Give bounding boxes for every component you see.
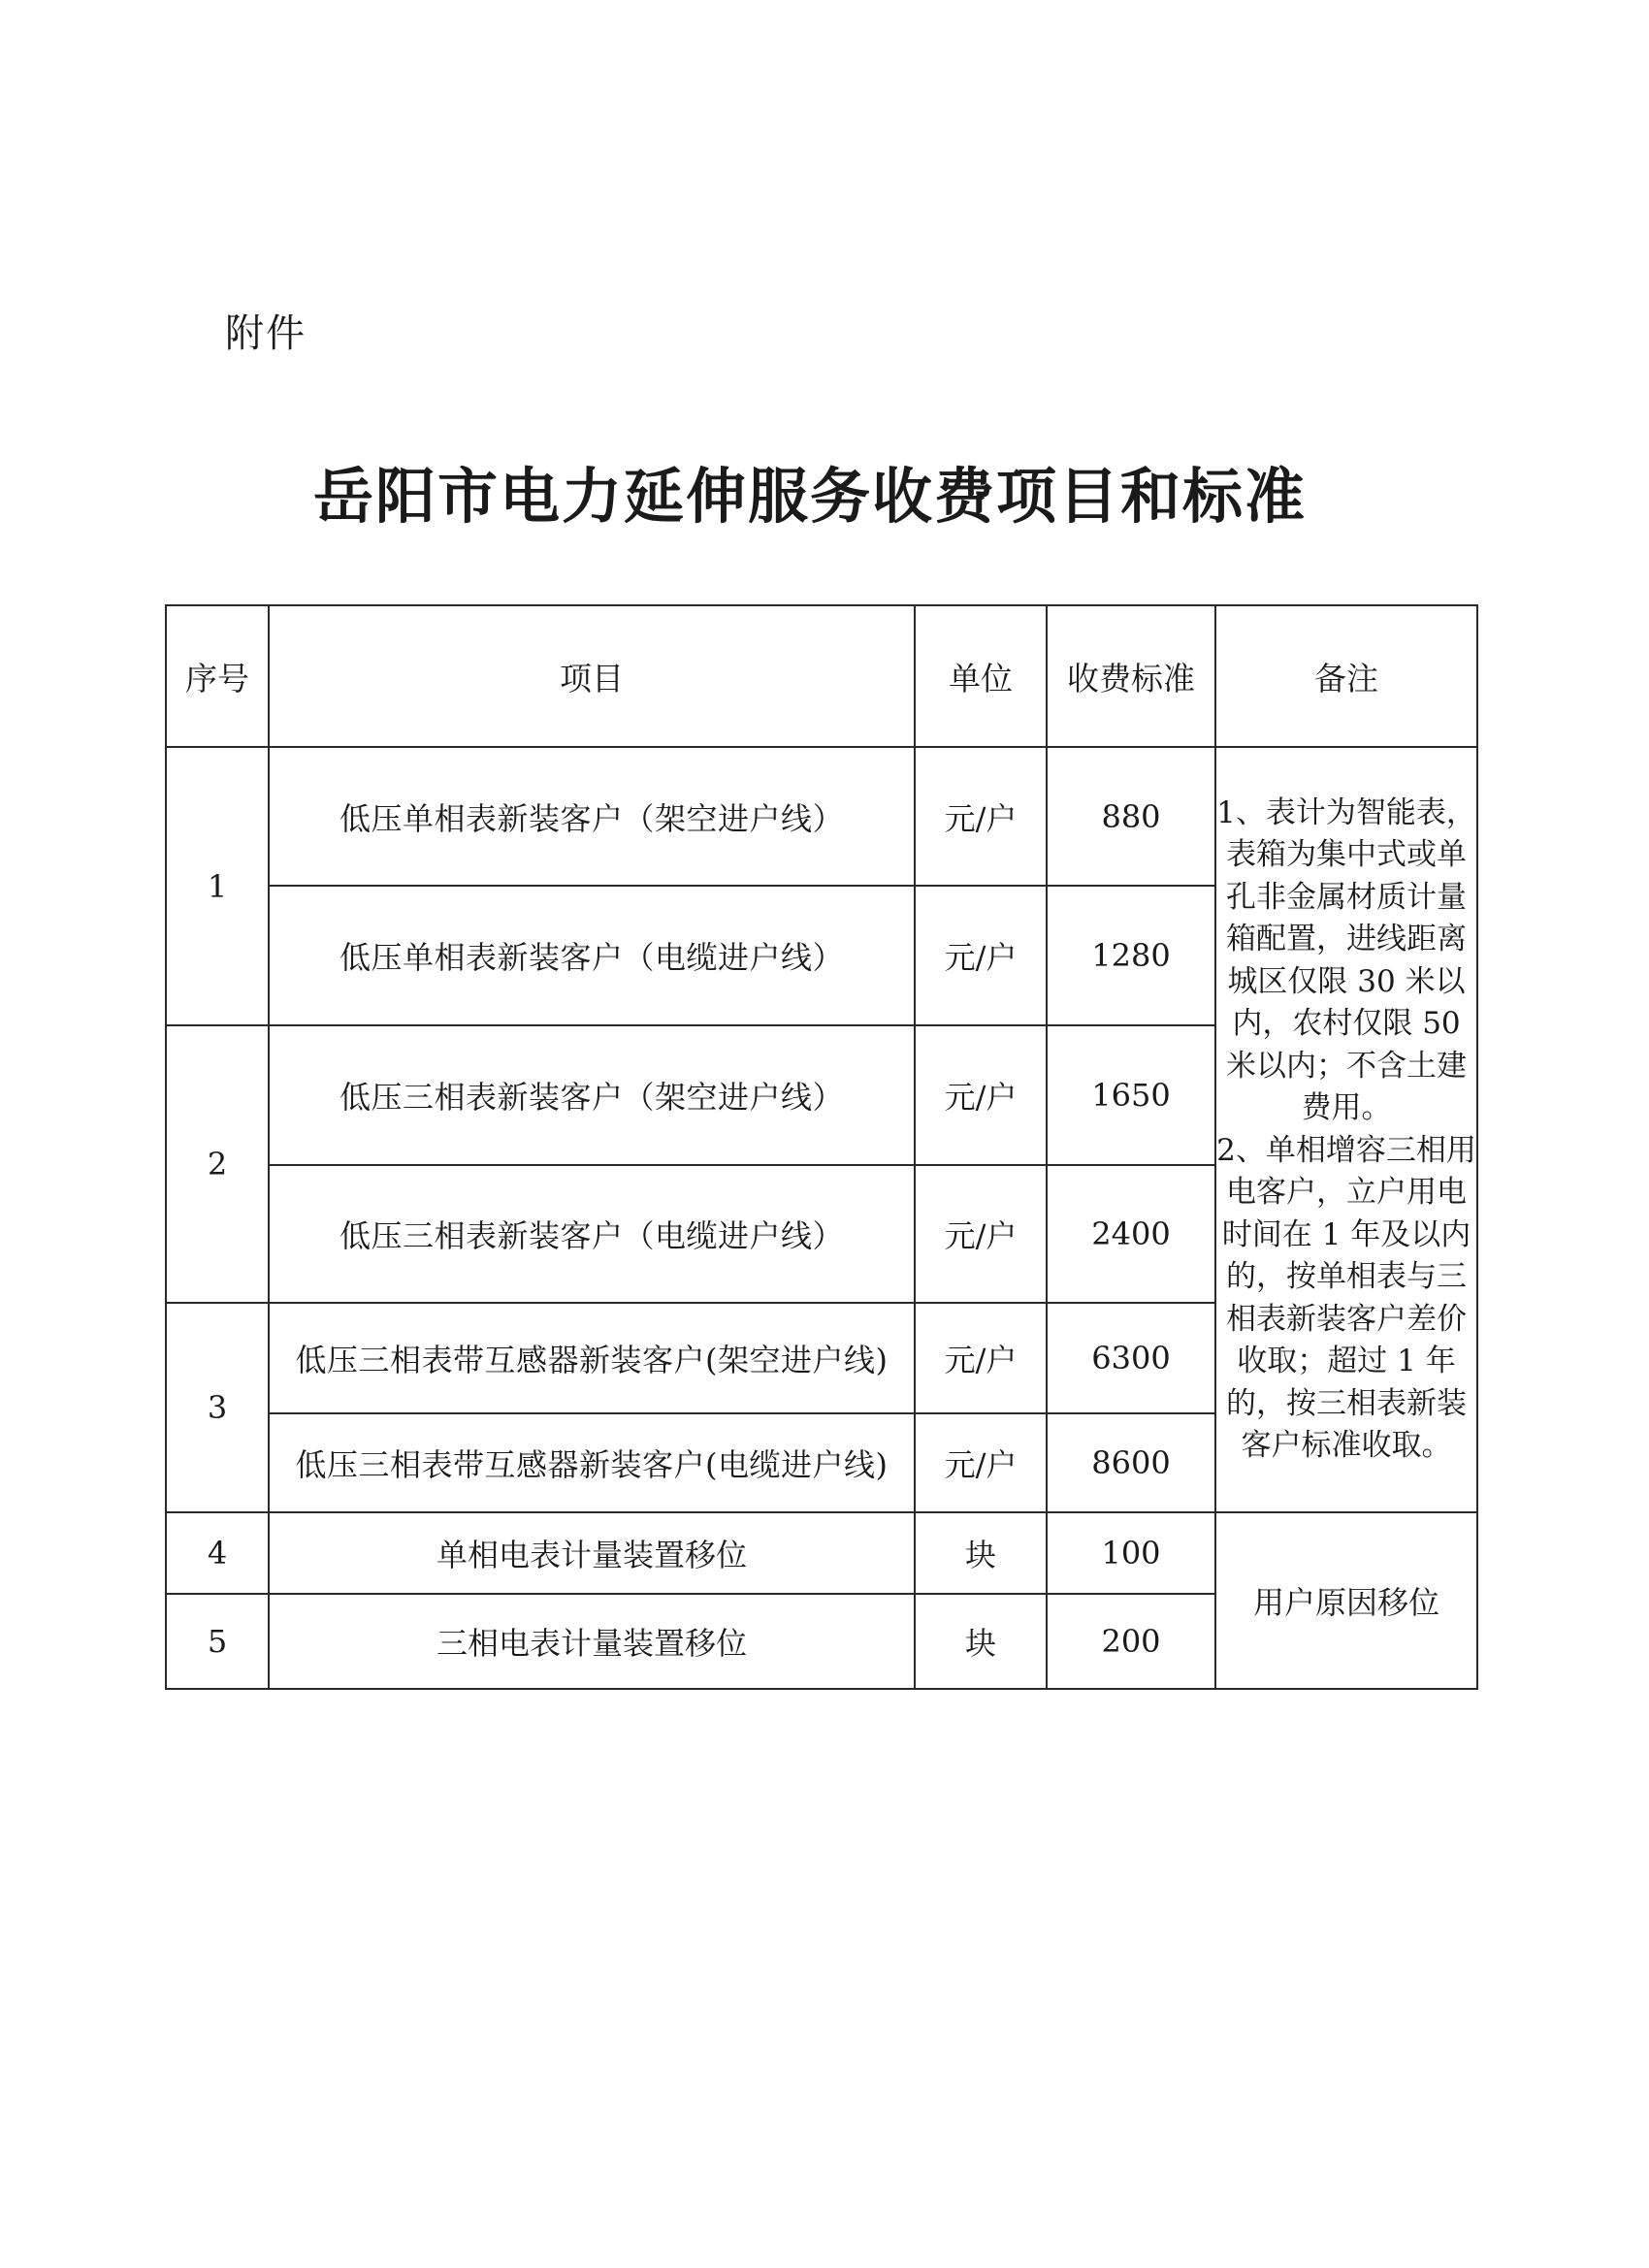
fee-cell: 6300 <box>1047 1303 1215 1413</box>
header-item: 项目 <box>269 605 915 747</box>
item-cell: 三相电表计量装置移位 <box>269 1594 915 1689</box>
fee-cell: 100 <box>1047 1512 1215 1594</box>
item-cell: 低压三相表带互感器新装客户(电缆进户线) <box>269 1413 915 1512</box>
fee-cell: 880 <box>1047 747 1215 886</box>
item-cell: 低压三相表新装客户（电缆进户线） <box>269 1165 915 1303</box>
fee-cell: 200 <box>1047 1594 1215 1689</box>
unit-cell: 元/户 <box>915 747 1047 886</box>
table-row <box>166 1512 1477 1594</box>
table-row <box>166 747 1477 886</box>
fee-cell: 1650 <box>1047 1025 1215 1165</box>
unit-cell: 块 <box>915 1512 1047 1594</box>
unit-cell: 元/户 <box>915 1025 1047 1165</box>
unit-cell: 元/户 <box>915 1165 1047 1303</box>
note-paragraph-1: 1、表计为智能表，表箱为集中式或单孔非金属材质计量箱配置，进线距离城区仅限 30 米以内，农村仅限 50 米以内；不含土建费用。 <box>1216 794 1476 1125</box>
note-cell-new-install <box>1215 747 1477 1512</box>
unit-cell: 元/户 <box>915 1303 1047 1413</box>
item-cell: 低压三相表带互感器新装客户(架空进户线) <box>269 1303 915 1413</box>
seq-cell: 3 <box>166 1303 269 1512</box>
header-note: 备注 <box>1215 605 1477 747</box>
fee-table <box>165 604 1478 1690</box>
unit-cell: 块 <box>915 1594 1047 1689</box>
note-cell-relocation: 用户原因移位 <box>1215 1512 1477 1689</box>
table-header-row <box>166 605 1477 747</box>
seq-cell: 5 <box>166 1594 269 1689</box>
document-title: 岳阳市电力延伸服务收费项目和标准 <box>312 461 1307 532</box>
seq-cell: 1 <box>166 747 269 1025</box>
header-seq: 序号 <box>166 605 269 747</box>
item-cell: 单相电表计量装置移位 <box>269 1512 915 1594</box>
unit-cell: 元/户 <box>915 1413 1047 1512</box>
header-unit: 单位 <box>915 605 1047 747</box>
note-paragraph-2: 2、单相增容三相用电客户，立户用电时间在 1 年及以内的，按单相表与三相表新装客户差价收取；超过 1 年的，按三相表新装客户标准收取。 <box>1216 1132 1476 1463</box>
item-cell: 低压单相表新装客户（架空进户线） <box>269 747 915 886</box>
attachment-label: 附件 <box>225 311 307 356</box>
fee-cell: 2400 <box>1047 1165 1215 1303</box>
seq-cell: 4 <box>166 1512 269 1594</box>
fee-cell: 1280 <box>1047 886 1215 1025</box>
item-cell: 低压单相表新装客户（电缆进户线） <box>269 886 915 1025</box>
header-fee: 收费标准 <box>1047 605 1215 747</box>
fee-cell: 8600 <box>1047 1413 1215 1512</box>
unit-cell: 元/户 <box>915 886 1047 1025</box>
seq-cell: 2 <box>166 1025 269 1303</box>
item-cell: 低压三相表新装客户（架空进户线） <box>269 1025 915 1165</box>
